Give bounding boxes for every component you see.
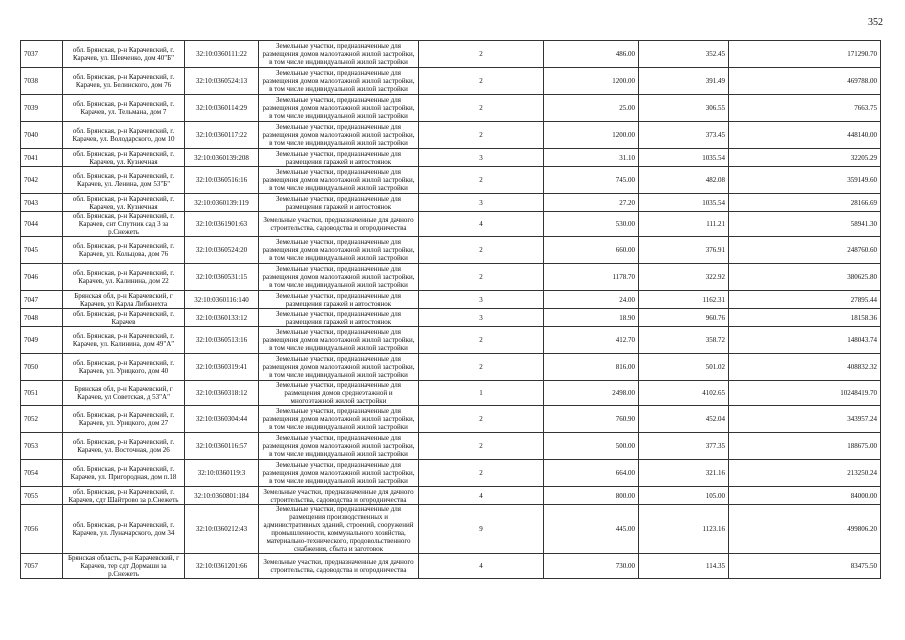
table-row [21, 68, 881, 95]
address-cell: обл. Брянская, р-н Карачевский, г. Карачев, ул. Кузнечная [63, 194, 185, 212]
cadastral-number-cell: 32:10:0360319:41 [185, 354, 259, 381]
cadastral-number-cell: 32:10:0360801:184 [185, 487, 259, 505]
page-number: 352 [868, 17, 883, 28]
table-row [21, 381, 881, 406]
cadastral-number-cell: 32:10:0360117:22 [185, 122, 259, 149]
cadastral-value-cell: 171290.70 [729, 41, 881, 68]
cadastral-value-cell: 28166.69 [729, 194, 881, 212]
land-use-cell: Земельные участки, предназначенные для размещения домов малоэтажной жилой застройки, в том числе индивидуальной жилой застройки [259, 327, 419, 354]
area-cell: 412.70 [544, 327, 639, 354]
cadastral-value-cell: 213250.24 [729, 460, 881, 487]
row-number: 7055 [21, 487, 63, 505]
area-cell: 25.00 [544, 95, 639, 122]
rate-cell: 114.35 [639, 554, 729, 579]
table-row [21, 327, 881, 354]
address-cell: обл. Брянская, р-н Карачевский, г. Карачев, ул. Шевченко, дом 40"Б" [63, 41, 185, 68]
address-cell: обл. Брянская, р-н Карачевский, г. Карачев, ул. Калинина, дом 22 [63, 264, 185, 291]
table-row [21, 237, 881, 264]
table-row [21, 95, 881, 122]
row-number: 7039 [21, 95, 63, 122]
table-row [21, 554, 881, 579]
land-use-cell: Земельные участки, предназначенные для размещения гаражей и автостоянок [259, 291, 419, 309]
area-cell: 27.20 [544, 194, 639, 212]
address-cell: Брянская обл, р-н Карачевский, г Карачев, ул Советская, д 53"А" [63, 381, 185, 406]
table-row [21, 505, 881, 554]
cadastral-value-cell: 248760.60 [729, 237, 881, 264]
cadastral-value-cell: 448140.00 [729, 122, 881, 149]
rate-cell: 1035.54 [639, 149, 729, 167]
row-number: 7054 [21, 460, 63, 487]
cadastral-number-cell: 32:10:0360114:29 [185, 95, 259, 122]
row-number: 7048 [21, 309, 63, 327]
register-body [21, 41, 881, 579]
row-number: 7044 [21, 212, 63, 237]
row-number: 7047 [21, 291, 63, 309]
table-row [21, 167, 881, 194]
area-cell: 1200.00 [544, 122, 639, 149]
group-cell: 2 [419, 327, 544, 354]
row-number: 7040 [21, 122, 63, 149]
area-cell: 18.90 [544, 309, 639, 327]
cadastral-number-cell: 32:10:0360139:119 [185, 194, 259, 212]
group-cell: 2 [419, 406, 544, 433]
rate-cell: 111.21 [639, 212, 729, 237]
rate-cell: 352.45 [639, 41, 729, 68]
cadastral-number-cell: 32:10:0360524:13 [185, 68, 259, 95]
land-use-cell: Земельные участки, предназначенные для размещения домов малоэтажной жилой застройки, в том числе индивидуальной жилой застройки [259, 354, 419, 381]
table-row [21, 291, 881, 309]
row-number: 7042 [21, 167, 63, 194]
cadastral-value-cell: 380625.80 [729, 264, 881, 291]
cadastral-number-cell: 32:10:0360133:12 [185, 309, 259, 327]
row-number: 7056 [21, 505, 63, 554]
row-number: 7052 [21, 406, 63, 433]
address-cell: обл. Брянская, р-н Карачевский, г. Карачев, ул. Восточная, дом 26 [63, 433, 185, 460]
table-row [21, 194, 881, 212]
land-use-cell: Земельные участки, предназначенные для размещения домов малоэтажной жилой застройки, в том числе индивидуальной жилой застройки [259, 41, 419, 68]
area-cell: 800.00 [544, 487, 639, 505]
area-cell: 1200.00 [544, 68, 639, 95]
group-cell: 4 [419, 212, 544, 237]
address-cell: обл. Брянская, р-н Карачевский, г. Карачев, ул. Пригородная, дом п.18 [63, 460, 185, 487]
group-cell: 2 [419, 41, 544, 68]
group-cell: 2 [419, 122, 544, 149]
area-cell: 660.00 [544, 237, 639, 264]
group-cell: 2 [419, 433, 544, 460]
rate-cell: 377.35 [639, 433, 729, 460]
row-number: 7053 [21, 433, 63, 460]
area-cell: 664.00 [544, 460, 639, 487]
cadastral-number-cell: 32:10:0360516:16 [185, 167, 259, 194]
table-row [21, 487, 881, 505]
area-cell: 745.00 [544, 167, 639, 194]
group-cell: 2 [419, 354, 544, 381]
table-row [21, 149, 881, 167]
address-cell: обл. Брянская, р-н Карачевский, г. Карачев, ул. Урицкого, дом 27 [63, 406, 185, 433]
cadastral-value-cell: 359149.60 [729, 167, 881, 194]
table-row [21, 212, 881, 237]
land-use-cell: Земельные участки, предназначенные для размещения гаражей и автостоянок [259, 309, 419, 327]
group-cell: 1 [419, 381, 544, 406]
land-use-cell: Земельные участки, предназначенные для размещения домов малоэтажной жилой застройки, в том числе индивидуальной жилой застройки [259, 95, 419, 122]
group-cell: 2 [419, 460, 544, 487]
address-cell: обл. Брянская, р-н Карачевский, г. Карачев, ул. Тельмана, дом 7 [63, 95, 185, 122]
cadastral-value-cell: 343957.24 [729, 406, 881, 433]
cadastral-number-cell: 32:10:0361201:66 [185, 554, 259, 579]
cadastral-number-cell: 32:10:0360116:57 [185, 433, 259, 460]
land-use-cell: Земельные участки, предназначенные для размещения домов малоэтажной жилой застройки, в том числе индивидуальной жилой застройки [259, 68, 419, 95]
table-row [21, 354, 881, 381]
land-use-cell: Земельные участки, предназначенные для размещения домов малоэтажной жилой застройки, в том числе индивидуальной жилой застройки [259, 433, 419, 460]
group-cell: 2 [419, 95, 544, 122]
rate-cell: 321.16 [639, 460, 729, 487]
rate-cell: 391.49 [639, 68, 729, 95]
cadastral-value-cell: 10248419.70 [729, 381, 881, 406]
group-cell: 2 [419, 68, 544, 95]
row-number: 7038 [21, 68, 63, 95]
address-cell: обл. Брянская, р-н Карачевский, г. Карачев [63, 309, 185, 327]
area-cell: 24.00 [544, 291, 639, 309]
area-cell: 31.10 [544, 149, 639, 167]
row-number: 7037 [21, 41, 63, 68]
group-cell: 3 [419, 291, 544, 309]
rate-cell: 358.72 [639, 327, 729, 354]
cadastral-value-cell: 83475.50 [729, 554, 881, 579]
cadastral-number-cell: 32:10:0360111:22 [185, 41, 259, 68]
rate-cell: 1035.54 [639, 194, 729, 212]
rate-cell: 1162.31 [639, 291, 729, 309]
land-use-cell: Земельные участки, предназначенные для размещения домов среднеэтажной и многоэтажной жилой застройки [259, 381, 419, 406]
table-row [21, 433, 881, 460]
address-cell: обл. Брянская, р-н Карачевский, г. Карачев, снт Спутник сад 3 за р.Снежеть [63, 212, 185, 237]
cadastral-value-cell: 7663.75 [729, 95, 881, 122]
cadastral-value-cell: 469788.00 [729, 68, 881, 95]
rate-cell: 105.00 [639, 487, 729, 505]
cadastral-value-cell: 148043.74 [729, 327, 881, 354]
area-cell: 445.00 [544, 505, 639, 554]
land-use-cell: Земельные участки, предназначенные для размещения домов малоэтажной жилой застройки, в том числе индивидуальной жилой застройки [259, 406, 419, 433]
group-cell: 4 [419, 554, 544, 579]
row-number: 7043 [21, 194, 63, 212]
address-cell: обл. Брянская, р-н Карачевский, г. Карачев, сдт Шайтрово за р.Снежеть [63, 487, 185, 505]
address-cell: обл. Брянская, р-н Карачевский, г. Карачев, ул. Белинского, дом 76 [63, 68, 185, 95]
area-cell: 486.00 [544, 41, 639, 68]
area-cell: 1178.70 [544, 264, 639, 291]
cadastral-number-cell: 32:10:0360513:16 [185, 327, 259, 354]
area-cell: 500.00 [544, 433, 639, 460]
land-use-cell: Земельные участки, предназначенные для размещения домов малоэтажной жилой застройки, в том числе индивидуальной жилой застройки [259, 264, 419, 291]
address-cell: обл. Брянская, р-н Карачевский, г. Карачев, ул. Кузнечная [63, 149, 185, 167]
area-cell: 816.00 [544, 354, 639, 381]
group-cell: 3 [419, 149, 544, 167]
row-number: 7041 [21, 149, 63, 167]
cadastral-number-cell: 32:10:0360524:20 [185, 237, 259, 264]
area-cell: 2498.00 [544, 381, 639, 406]
cadastral-number-cell: 32:10:0361901:63 [185, 212, 259, 237]
rate-cell: 452.04 [639, 406, 729, 433]
table-row [21, 122, 881, 149]
land-use-cell: Земельные участки, предназначенные для размещения производственных и административных зданий, строений, сооружений промышленности, коммунального хозяйства, материально-технического, продовольственного снабжения, сбыта и заготовок [259, 505, 419, 554]
rate-cell: 376.91 [639, 237, 729, 264]
rate-cell: 960.76 [639, 309, 729, 327]
cadastral-number-cell: 32:10:0360212:43 [185, 505, 259, 554]
address-cell: обл. Брянская, р-н Карачевский, г. Карачев, ул. Ленина, дом 53"Б" [63, 167, 185, 194]
rate-cell: 1123.16 [639, 505, 729, 554]
cadastral-number-cell: 32:10:0360304:44 [185, 406, 259, 433]
address-cell: обл. Брянская, р-н Карачевский, г. Карачев, ул. Урицкого, дом 40 [63, 354, 185, 381]
rate-cell: 373.45 [639, 122, 729, 149]
area-cell: 730.00 [544, 554, 639, 579]
group-cell: 2 [419, 167, 544, 194]
cadastral-value-cell: 18158.36 [729, 309, 881, 327]
cadastral-number-cell: 32:10:0360318:12 [185, 381, 259, 406]
table-row [21, 460, 881, 487]
land-use-cell: Земельные участки, предназначенные для дачного строительства, садоводства и огородничества [259, 487, 419, 505]
cadastral-value-cell: 27895.44 [729, 291, 881, 309]
land-use-cell: Земельные участки, предназначенные для размещения гаражей и автостоянок [259, 194, 419, 212]
group-cell: 2 [419, 237, 544, 264]
cadastral-value-cell: 188675.00 [729, 433, 881, 460]
row-number: 7046 [21, 264, 63, 291]
table-row [21, 406, 881, 433]
land-use-cell: Земельные участки, предназначенные для дачного строительства, садоводства и огородничества [259, 212, 419, 237]
row-number: 7057 [21, 554, 63, 579]
rate-cell: 322.92 [639, 264, 729, 291]
row-number: 7050 [21, 354, 63, 381]
table-row [21, 264, 881, 291]
row-number: 7049 [21, 327, 63, 354]
area-cell: 530.00 [544, 212, 639, 237]
table-row [21, 309, 881, 327]
address-cell: обл. Брянская, р-н Карачевский, г. Карачев, ул. Володарского, дом 10 [63, 122, 185, 149]
cadastral-value-cell: 408832.32 [729, 354, 881, 381]
land-use-cell: Земельные участки, предназначенные для размещения гаражей и автостоянок [259, 149, 419, 167]
cadastral-value-cell: 58941.30 [729, 212, 881, 237]
address-cell: обл. Брянская, р-н Карачевский, г. Карачев, ул. Калинина, дом 49"А" [63, 327, 185, 354]
cadastral-value-cell: 32205.29 [729, 149, 881, 167]
cadastral-number-cell: 32:10:0360119:3 [185, 460, 259, 487]
rate-cell: 482.08 [639, 167, 729, 194]
address-cell: Брянская область, р-н Карачевский, г Карачев, тер сдт Дормаши за р.Снежеть [63, 554, 185, 579]
cadastral-number-cell: 32:10:0360139:208 [185, 149, 259, 167]
rate-cell: 306.55 [639, 95, 729, 122]
land-use-cell: Земельные участки, предназначенные для размещения домов малоэтажной жилой застройки, в том числе индивидуальной жилой застройки [259, 460, 419, 487]
rate-cell: 4102.65 [639, 381, 729, 406]
cadastral-number-cell: 32:10:0360531:15 [185, 264, 259, 291]
land-use-cell: Земельные участки, предназначенные для размещения домов малоэтажной жилой застройки, в том числе индивидуальной жилой застройки [259, 122, 419, 149]
land-use-cell: Земельные участки, предназначенные для размещения домов малоэтажной жилой застройки, в том числе индивидуальной жилой застройки [259, 167, 419, 194]
address-cell: обл. Брянская, р-н Карачевский, г. Карачев, ул. Луначарского, дом 34 [63, 505, 185, 554]
table-row [21, 41, 881, 68]
land-use-cell: Земельные участки, предназначенные для дачного строительства, садоводства и огородничества [259, 554, 419, 579]
group-cell: 3 [419, 309, 544, 327]
address-cell: Брянская обл, р-н Карачевский, г Карачев, ул Карла Либкнехта [63, 291, 185, 309]
row-number: 7045 [21, 237, 63, 264]
area-cell: 760.90 [544, 406, 639, 433]
cadastral-number-cell: 32:10:0360116:140 [185, 291, 259, 309]
rate-cell: 501.02 [639, 354, 729, 381]
address-cell: обл. Брянская, р-н Карачевский, г. Карачев, ул. Кольцова, дом 76 [63, 237, 185, 264]
cadastral-value-cell: 499806.20 [729, 505, 881, 554]
land-use-cell: Земельные участки, предназначенные для размещения домов малоэтажной жилой застройки, в том числе индивидуальной жилой застройки [259, 237, 419, 264]
group-cell: 9 [419, 505, 544, 554]
cadastral-value-cell: 84000.00 [729, 487, 881, 505]
cadastral-register-table [20, 40, 881, 579]
group-cell: 2 [419, 264, 544, 291]
group-cell: 3 [419, 194, 544, 212]
group-cell: 4 [419, 487, 544, 505]
row-number: 7051 [21, 381, 63, 406]
